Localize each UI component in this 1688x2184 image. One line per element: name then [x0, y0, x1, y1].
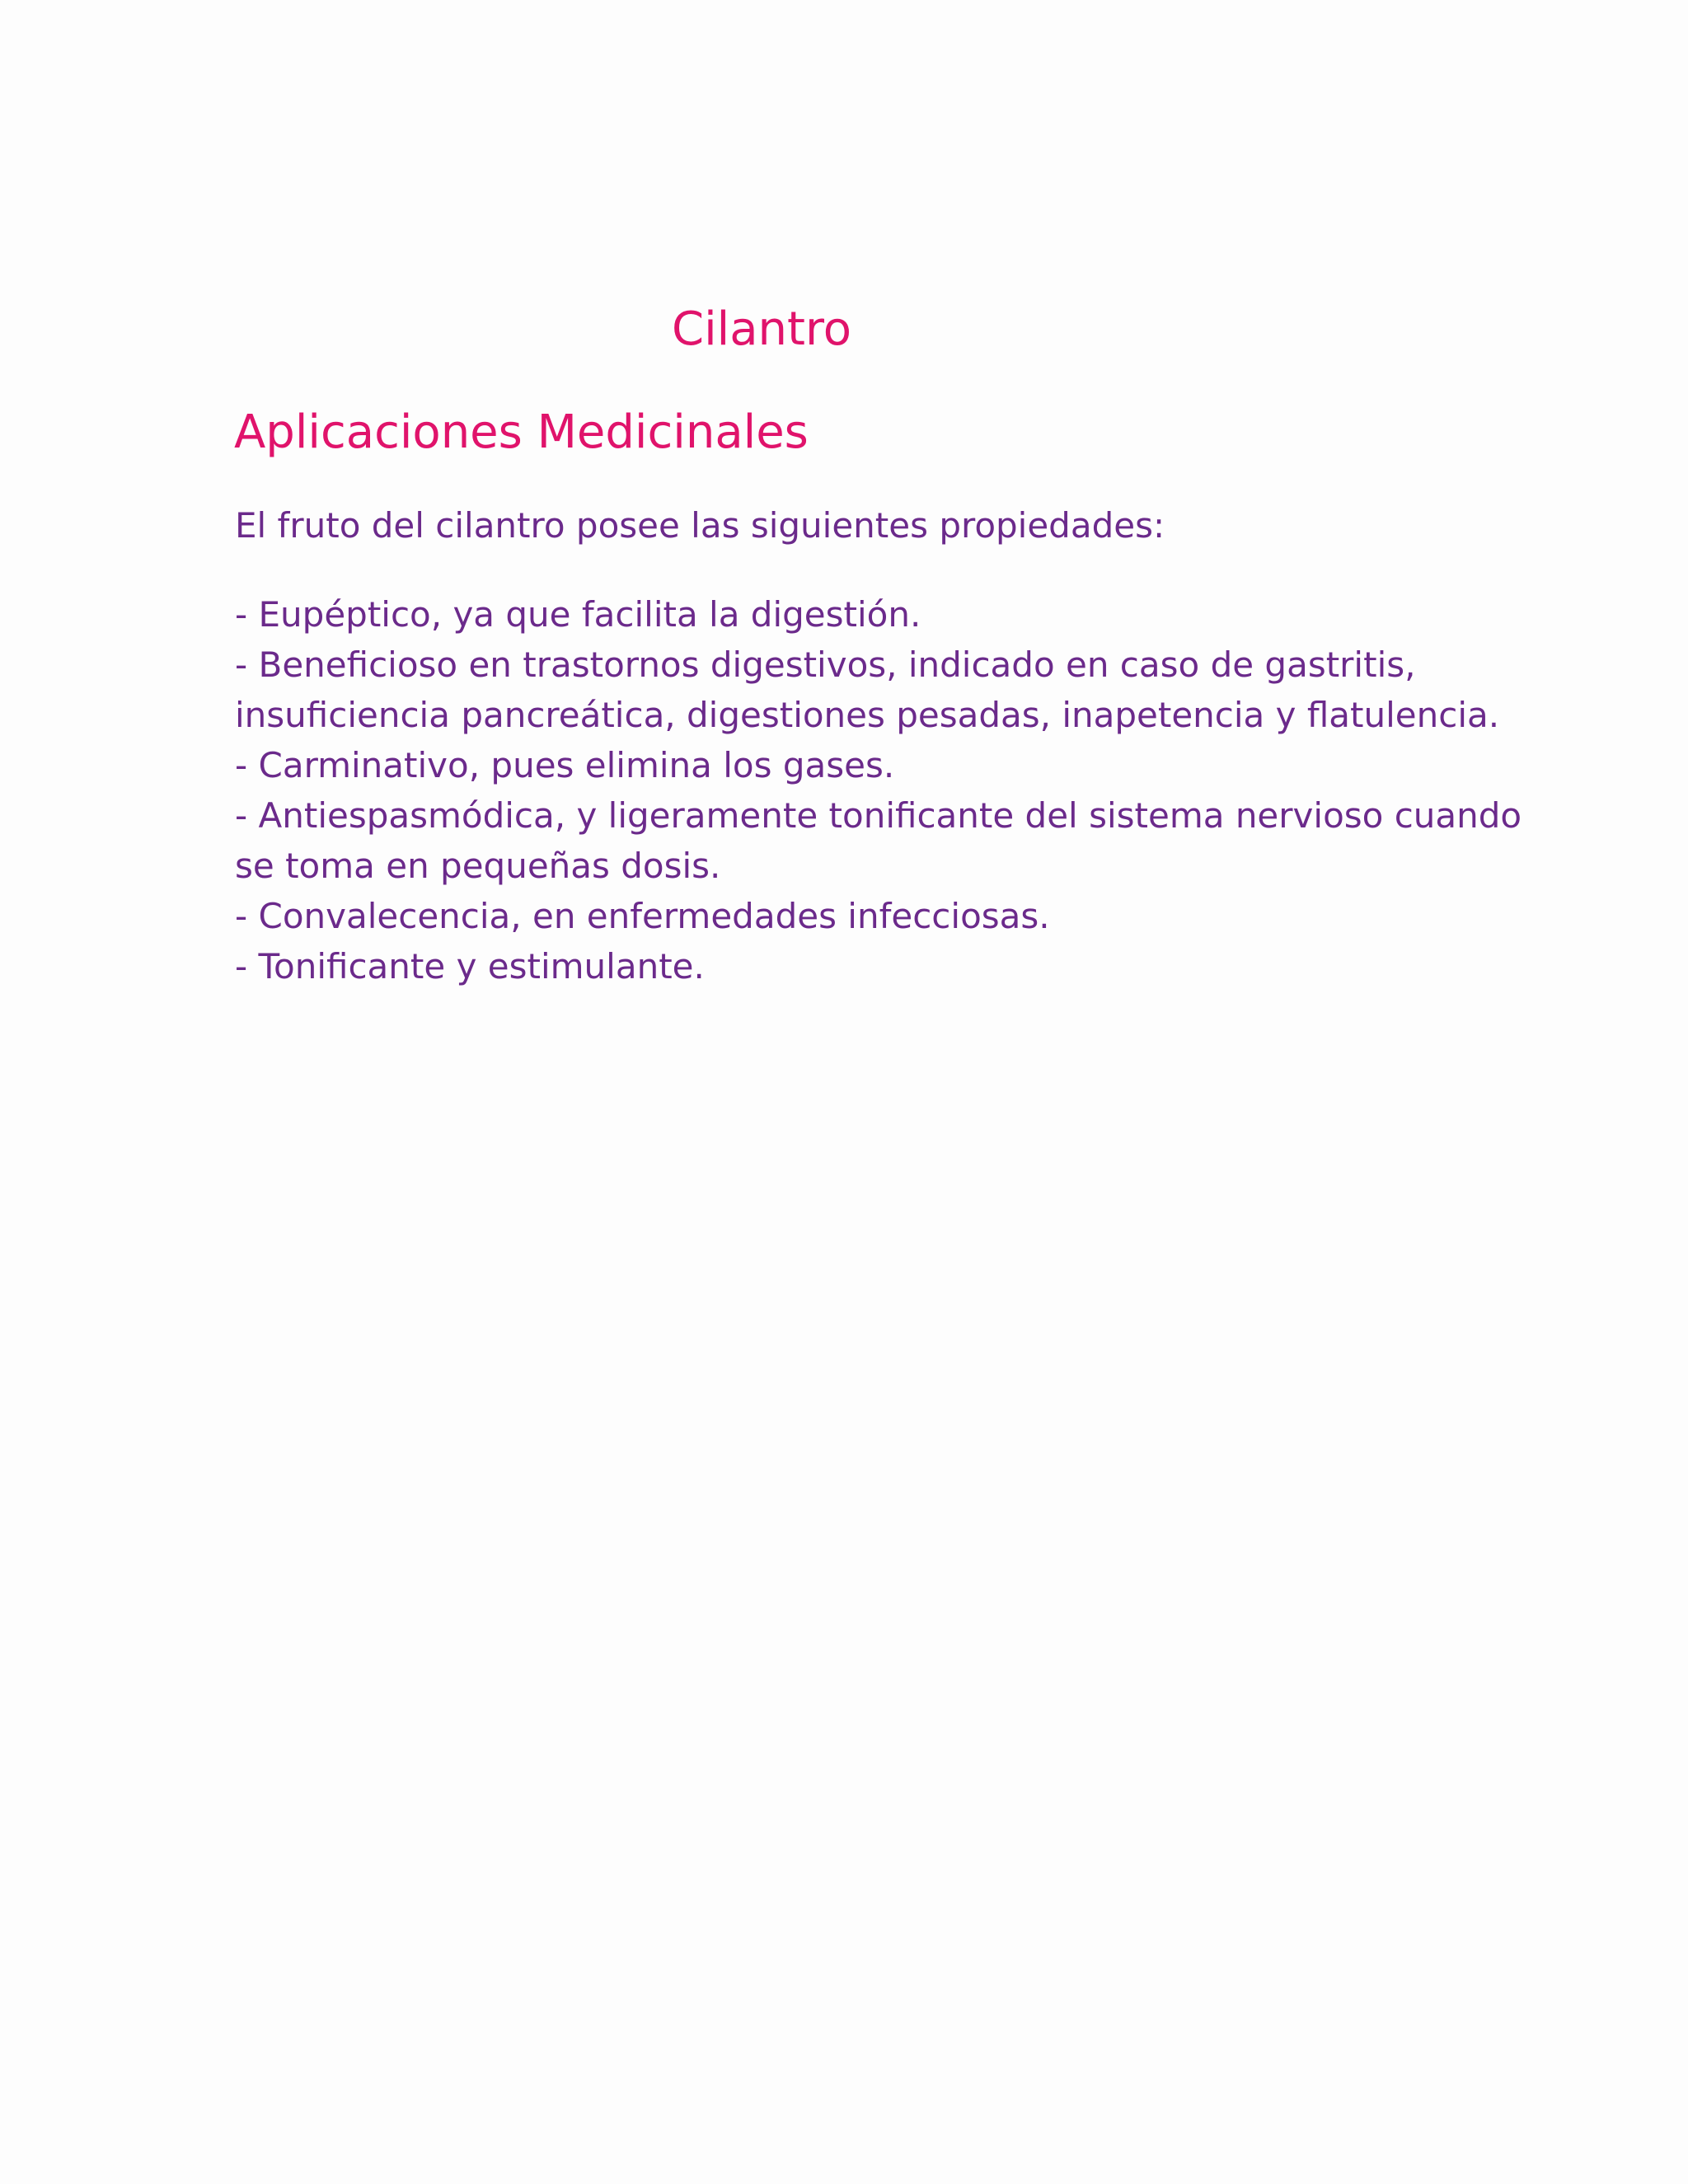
list-item: - Convalecencia, en enfermedades infecciosas. — [235, 896, 1050, 936]
properties-list — [235, 589, 1522, 991]
list-item: - Eupéptico, ya que facilita la digestión. — [235, 594, 921, 635]
list-item: - Carminativo, pues elimina los gases. — [235, 745, 895, 785]
list-item: se toma en pequeñas dosis. — [235, 846, 721, 886]
section-heading: Aplicaciones Medicinales — [234, 405, 809, 459]
intro-paragraph: El fruto del cilantro posee las siguientes propiedades: — [235, 505, 1165, 546]
page-title: Cilantro — [671, 302, 852, 356]
document-body — [235, 500, 1522, 991]
list-item: - Beneficioso en trastornos digestivos, indicado en caso de gastritis, — [235, 644, 1416, 685]
list-item: - Tonificante y estimulante. — [235, 946, 705, 987]
list-item: insuficiencia pancreática, digestiones pesadas, inapetencia y flatulencia. — [235, 695, 1500, 735]
list-item: - Antiespasmódica, y ligeramente tonificante del sistema nervioso cuando — [235, 795, 1522, 836]
